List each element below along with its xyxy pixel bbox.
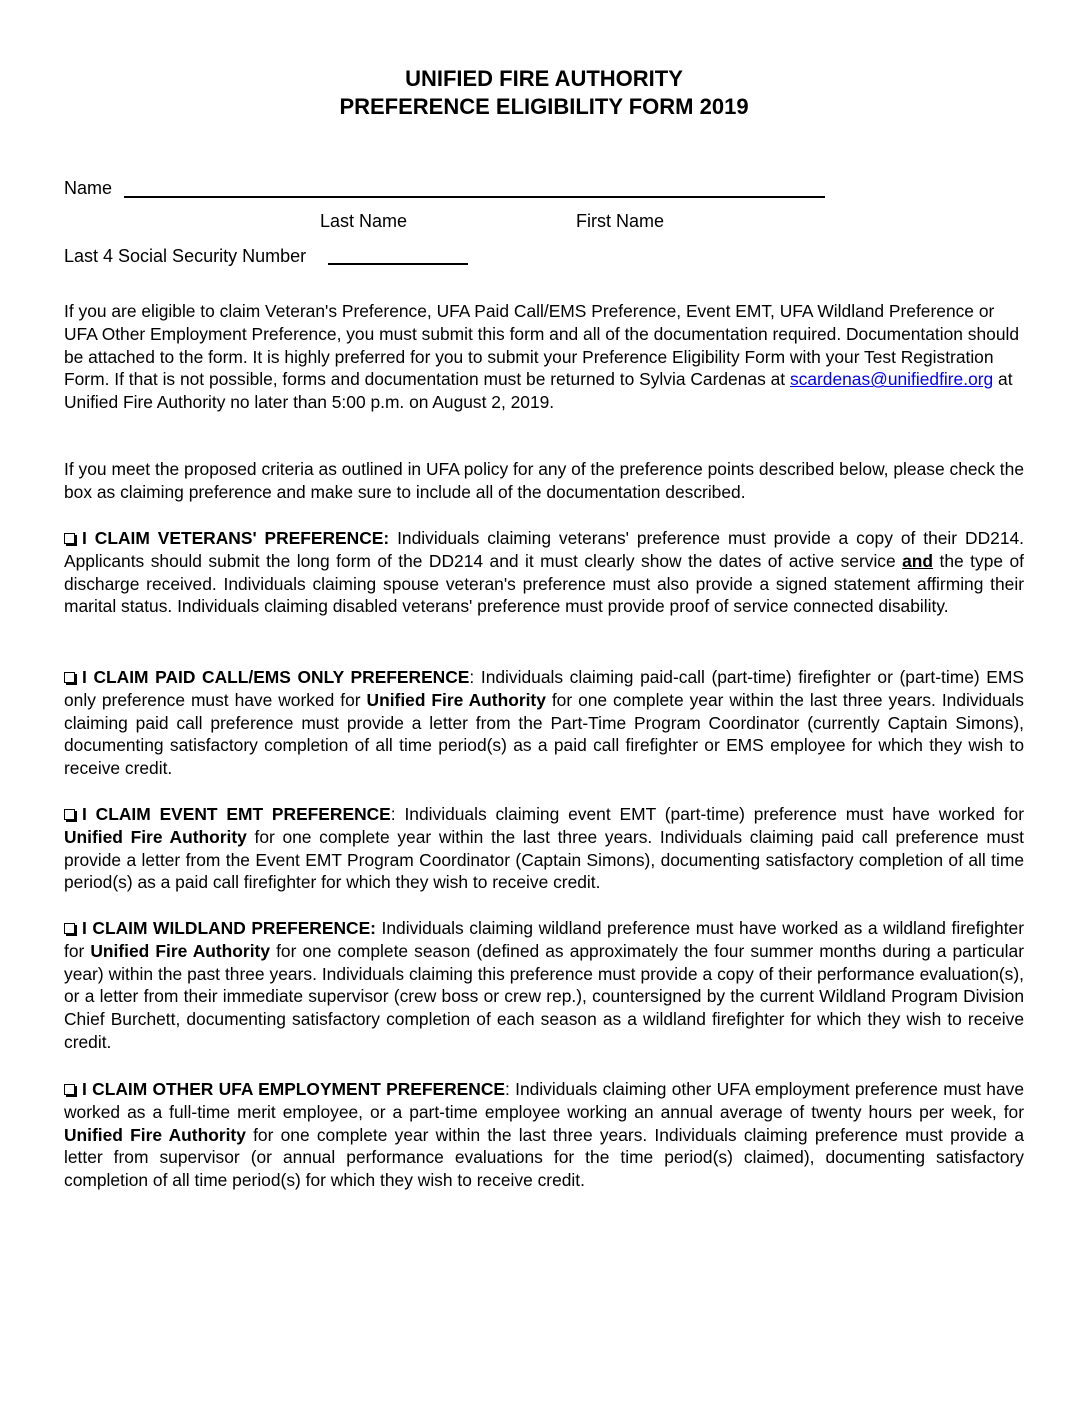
veterans-preference-text: Individuals claiming veterans' preference must provide a copy of their DD214. Applicants should submit the long form of the DD214 and it must clearly show the dates of active service [64,528,1024,571]
emphasis-and: and [902,550,934,571]
name-field[interactable] [124,196,825,198]
veterans-preference-section [64,527,1024,618]
org-name: Unified Fire Authority [64,1124,246,1145]
paid-call-preference-text-end: for one complete year within the last three years. Individuals claiming paid call preference must provide a letter from the Part-Time Program Coordinator (currently Captain Simons), documenting satisfactory completion of all time period(s) as a paid call firefighter or EMS employee for which they wish to receive credit. [64,689,1024,779]
other-employment-preference-checkbox[interactable] [64,1084,75,1095]
name-label: Name [64,178,113,198]
colon: : [469,667,475,687]
ssn-field[interactable] [328,263,468,265]
intro-paragraph [64,300,1024,414]
wildland-preference-text-end: for one complete season (defined as approximately the four summer months during a particular year) within the past three years. Individuals claiming this preference must provide a copy of their performance evaluation(s), or a letter from their immediate supervisor (crew boss or crew rep.), countersigned by the current Wildland Program Division Chief Burchett, documenting satisfactory completion of each season as a wildland firefighter for which they wish to receive credit. [64,940,1024,1052]
first-name-caption: First Name [576,211,665,231]
paid-call-preference-text: Individuals claiming paid-call (part-time) firefighter or (part-time) EMS only preference must have worked for [64,667,1024,710]
other-employment-preference-text-end: for one complete year within the last three years. Individuals claiming preference must provide a letter from supervisor (or annual performance evaluations for the time period(s) claimed), documenting satisfactory completion of all time period(s) for which they wish to receive credit. [64,1124,1024,1191]
paid-call-preference-section [64,666,1024,780]
event-emt-preference-text: Individuals claiming event EMT (part-time) preference must have worked for [395,804,1024,824]
intro-text: If you are eligible to claim Veteran's Preference, UFA Paid Call/EMS Preference, Event EMT, UFA Wildland Preference or UFA Other Employment Preference, you must submit this form and all of the documentation required. Documentation should be attached to the form. It is highly preferred for you to submit your Preference Eligibility Form with your Test Registration Form. If that is not possible, forms and documentation must be returned to Sylvia Cardenas at [64,301,1020,390]
email-link[interactable]: scardenas@unifiedfire.org [789,369,994,390]
form-title-org: UNIFIED FIRE AUTHORITY [405,66,683,91]
form-title: PREFERENCE ELIGIBILITY FORM 2019 [339,94,749,119]
instructions-paragraph: If you meet the proposed criteria as outlined in UFA policy for any of the preference points described below, please check the box as claiming preference and make sure to include all of the documentation described. [64,459,1024,502]
other-employment-preference-text: Individuals claiming other UFA employment preference must have worked as a full-time merit employee, or a part-time employee working an annual average of twenty hours per week, for [64,1079,1024,1122]
last-name-caption: Last Name [320,211,408,231]
org-name: Unified Fire Authority [90,940,270,961]
veterans-preference-heading: I CLAIM VETERANS' PREFERENCE: [82,528,390,548]
other-employment-preference-heading: I CLAIM OTHER UFA EMPLOYMENT PREFERENCE [82,1079,505,1099]
colon: : [504,1079,510,1099]
paid-call-preference-checkbox[interactable] [64,672,75,683]
veterans-preference-checkbox[interactable] [64,533,75,544]
event-emt-preference-heading: I CLAIM EVENT EMT PREFERENCE [82,804,391,824]
event-emt-preference-text-end: for one complete year within the last three years. Individuals claiming paid call preference must provide a letter from the Event EMT Program Coordinator (Captain Simons), documenting satisfactory completion of all time period(s) as a paid call firefighter for which they wish to receive credit. [64,826,1025,893]
intro-text-end: at Unified Fire Authority no later than 5:00 p.m. on August 2, 2019. [64,369,1013,413]
event-emt-preference-checkbox[interactable] [64,809,75,820]
ssn-label: Last 4 Social Security Number [64,246,307,266]
org-name: Unified Fire Authority [64,826,247,847]
wildland-preference-section [64,917,1024,1054]
other-employment-preference-section [64,1078,1024,1192]
wildland-preference-heading: I CLAIM WILDLAND PREFERENCE: [82,918,376,938]
event-emt-preference-section [64,803,1024,894]
org-name: Unified Fire Authority [366,689,546,710]
colon: : [390,804,396,824]
veterans-preference-text-end: the type of discharge received. Individuals claiming spouse veteran's preference must also provide a signed statement affirming their marital status. Individuals claiming disabled veterans' preference must provide proof of service connected disability. [64,550,1025,617]
paid-call-preference-heading: I CLAIM PAID CALL/EMS ONLY PREFERENCE [82,667,470,687]
wildland-preference-text: Individuals claiming wildland preference must have worked as a wildland firefighter for [64,918,1024,961]
wildland-preference-checkbox[interactable] [64,923,75,934]
